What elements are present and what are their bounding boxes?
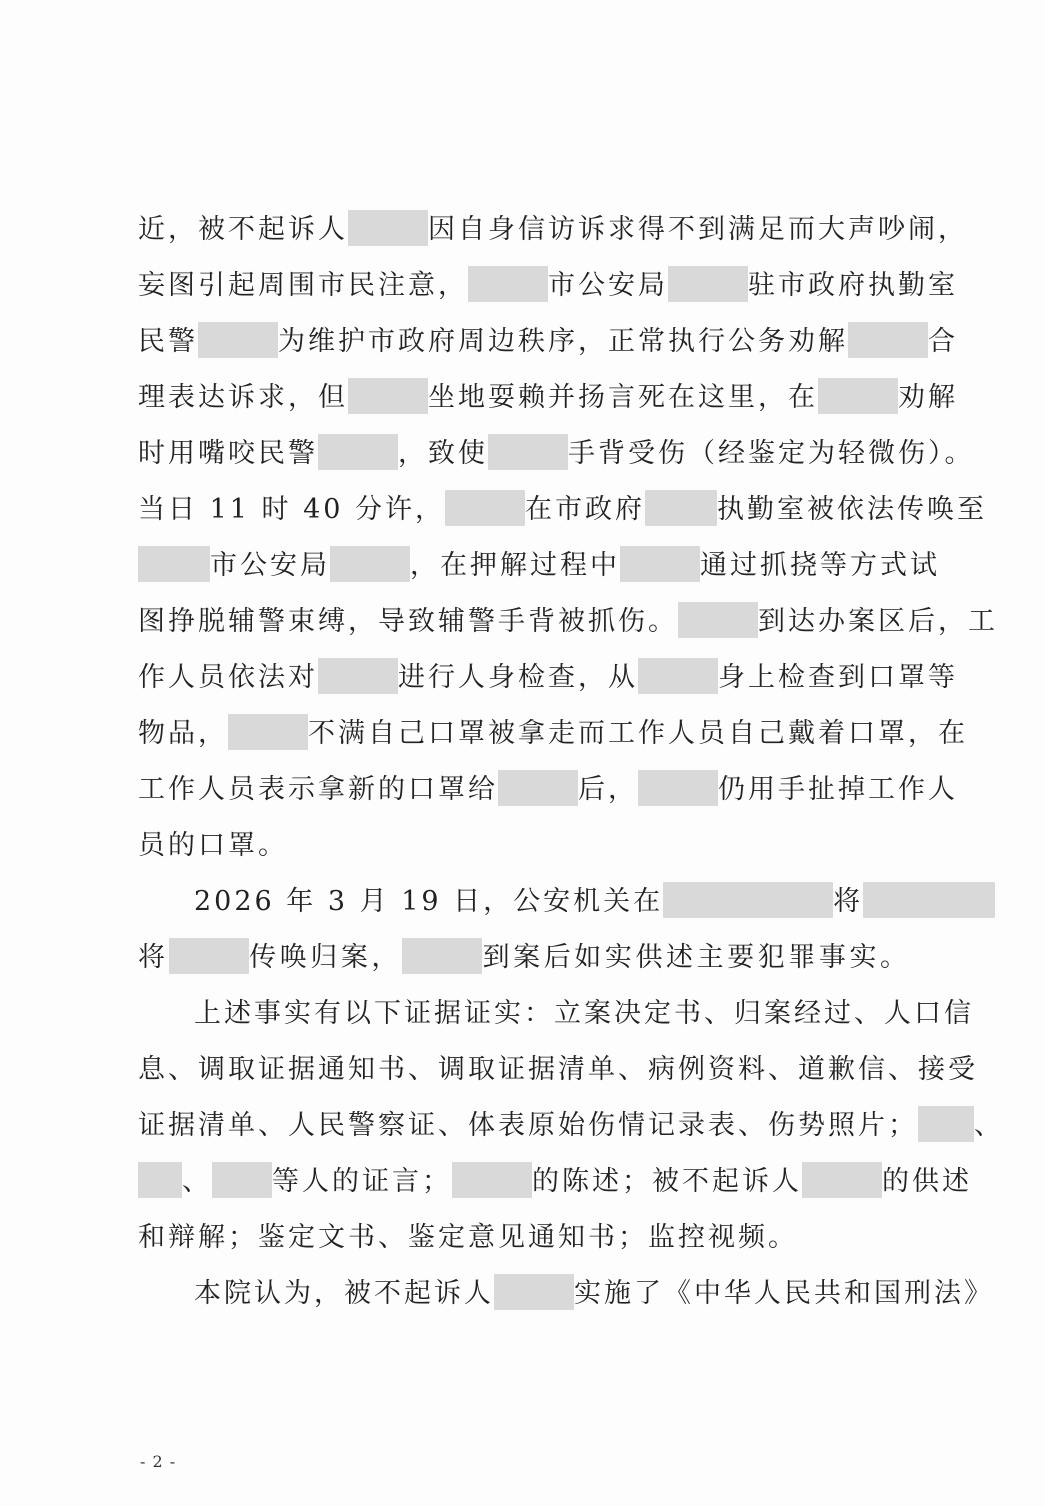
- redacted-name: [318, 658, 398, 694]
- text-line: [138, 258, 958, 314]
- redacted-name: [452, 1162, 532, 1198]
- text-segment: 合: [928, 326, 958, 357]
- text-segment: 劝解: [898, 382, 958, 413]
- text-segment: 进行人身检查，从: [398, 662, 638, 693]
- text-segment: 手背受伤（经鉴定为轻微伤）。: [568, 438, 975, 469]
- text-segment: 到案后如实供述主要犯罪事实。: [482, 942, 911, 973]
- redacted-name: [348, 378, 428, 414]
- text-segment: ，致使: [398, 438, 488, 469]
- redacted-name: [802, 1162, 882, 1198]
- redacted-name: [638, 770, 718, 806]
- text-segment: 员的口罩。: [138, 830, 288, 861]
- text-segment: 等人的证言；: [272, 1166, 452, 1197]
- text-line: [138, 1098, 1004, 1154]
- text-segment: 民警: [138, 326, 198, 357]
- redacted-name: [348, 210, 428, 246]
- text-segment: 本院认为，被不起诉人: [194, 1278, 494, 1309]
- text-line: [138, 706, 968, 762]
- text-line: [138, 426, 975, 482]
- text-segment: 实施了《中华人民共和国刑法》: [574, 1278, 994, 1309]
- redacted-name: [818, 378, 898, 414]
- redacted-name: [488, 434, 568, 470]
- text-segment: 的陈述；被不起诉人: [532, 1166, 802, 1197]
- text-line: [138, 874, 910, 930]
- text-segment: 将: [138, 942, 169, 973]
- text-segment: 图挣脱辅警束缚，导致辅警手背被抓伤。: [138, 606, 678, 637]
- text-segment: 工作人员表示拿新的口罩给: [138, 774, 498, 805]
- document-body: [138, 202, 1004, 1322]
- text-segment: 2026 年 3 月 19 日，公安机关在: [194, 886, 664, 917]
- redacted-name: [402, 938, 482, 974]
- text-segment: 驻市政府执勤室: [748, 270, 958, 301]
- redacted-name: [445, 490, 525, 526]
- text-segment: 时用嘴咬民警: [138, 438, 318, 469]
- text-segment: 当日 11 时 40 分许，: [138, 494, 446, 525]
- text-line: [138, 1266, 994, 1322]
- redacted-location: [663, 882, 833, 918]
- text-line: [138, 1154, 972, 1210]
- text-segment: 身上检查到口罩等: [718, 662, 958, 693]
- redacted-name: [138, 1162, 182, 1198]
- text-line: [138, 314, 958, 370]
- text-segment: 市公安局: [210, 550, 330, 581]
- redacted-city: [138, 546, 210, 582]
- page-number: - 2 -: [140, 1452, 177, 1471]
- text-segment: 将: [833, 886, 864, 917]
- text-line: [138, 986, 974, 1042]
- text-segment: 作人员依法对: [138, 662, 318, 693]
- text-line: [138, 762, 958, 818]
- text-segment: 、: [182, 1166, 212, 1197]
- redacted-name: [678, 602, 758, 638]
- text-segment: 证据清单、人民警察证、体表原始伤情记录表、伤势照片；: [138, 1110, 918, 1141]
- text-line: [138, 930, 910, 986]
- redacted-name: [620, 546, 700, 582]
- text-segment: 和辩解；鉴定文书、鉴定意见通知书；监控视频。: [138, 1222, 798, 1253]
- text-line: [138, 482, 988, 538]
- text-segment: ，在押解过程中: [410, 550, 620, 581]
- redacted-name: [494, 1274, 574, 1310]
- text-segment: 妄图引起周围市民注意，: [138, 270, 468, 301]
- redacted-name: [863, 882, 995, 918]
- text-segment: 物品，: [138, 718, 228, 749]
- text-line: [138, 818, 910, 874]
- text-segment: 的供述: [882, 1166, 972, 1197]
- text-line: [138, 1210, 910, 1266]
- redacted-name: [169, 938, 249, 974]
- text-segment: 、: [974, 1110, 1004, 1141]
- text-line: [138, 202, 968, 258]
- text-segment: 坐地耍赖并扬言死在这里，在: [428, 382, 818, 413]
- redacted-unit: [645, 490, 717, 526]
- text-segment: 执勤室被依法传唤至: [717, 494, 988, 525]
- redacted-name: [848, 322, 928, 358]
- text-line: [138, 1042, 978, 1098]
- text-segment: 通过抓挠等方式试: [700, 550, 940, 581]
- redacted-name: [638, 658, 718, 694]
- text-line: [138, 538, 940, 594]
- redacted-city: [468, 266, 548, 302]
- redacted-unit: [668, 266, 748, 302]
- text-segment: 不满自己口罩被拿走而工作人员自己戴着口罩，在: [308, 718, 968, 749]
- text-segment: 到达办案区后，工: [758, 606, 998, 637]
- text-segment: 为维护市政府周边秩序，正常执行公务劝解: [278, 326, 848, 357]
- text-line: [138, 650, 958, 706]
- redacted-name: [198, 322, 278, 358]
- redacted-name: [228, 714, 308, 750]
- redacted-name: [212, 1162, 272, 1198]
- text-segment: 近，被不起诉人: [138, 214, 348, 245]
- redacted-unit: [330, 546, 410, 582]
- text-segment: 市公安局: [548, 270, 668, 301]
- text-line: [138, 594, 998, 650]
- text-line: [138, 370, 958, 426]
- text-segment: 因自身信访诉求得不到满足而大声吵闹，: [428, 214, 968, 245]
- text-segment: 传唤归案，: [248, 942, 403, 973]
- redacted-name: [918, 1106, 974, 1142]
- text-segment: 理表达诉求，但: [138, 382, 348, 413]
- text-segment: 息、调取证据通知书、调取证据清单、病例资料、道歉信、接受: [138, 1054, 978, 1085]
- text-segment: 在市政府: [525, 494, 646, 525]
- text-segment: 后，: [578, 774, 638, 805]
- redacted-name: [498, 770, 578, 806]
- text-segment: 仍用手扯掉工作人: [718, 774, 958, 805]
- text-segment: 上述事实有以下证据证实：立案决定书、归案经过、人口信: [194, 998, 974, 1029]
- redacted-name: [318, 434, 398, 470]
